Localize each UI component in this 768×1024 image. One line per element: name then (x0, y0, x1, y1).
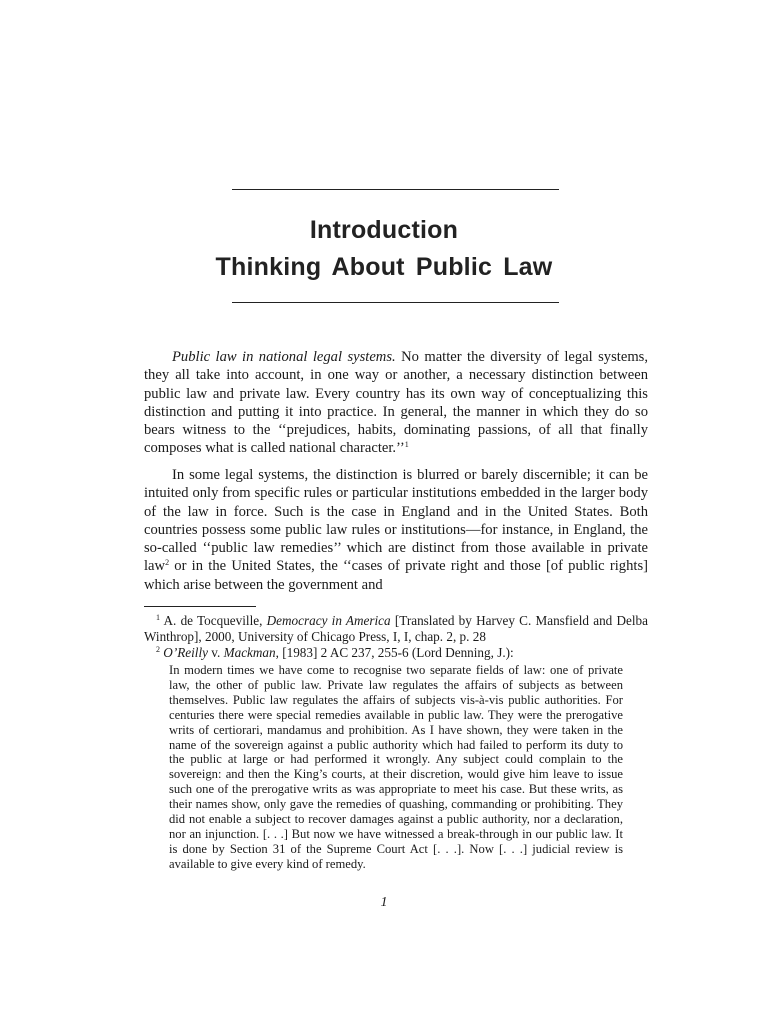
body-paragraph-2 (144, 466, 648, 594)
footnote-ref-1: 1 (404, 440, 409, 450)
footnote-text: , [1983] 2 AC 237, 255-6 (Lord Denning, J.): (275, 645, 514, 660)
footnote-ref-2: 2 (165, 558, 170, 568)
bottom-rule (232, 302, 559, 303)
case-party-1: O’Reilly (163, 645, 208, 660)
footnote-text-cont: [Translated by Harvey C. Mansfield and Delba Winthrop], 2000, University of Chicago Press, I, I, chap. 2, p. 28 (144, 613, 648, 644)
footnote-number: 2 (156, 645, 160, 654)
paragraph-lead: Public law in national legal systems. (172, 349, 396, 365)
body-paragraph-1 (144, 348, 648, 458)
page-number: 1 (380, 895, 388, 910)
footnote-separator (144, 606, 256, 607)
block-quote: In modern times we have come to recognise two separate fields of law: one of private law, the other of public law. Private law regulates the affairs of subjects as between themselves. Public law regulates the affairs of subjects vis-à-vis public authorities. For centuries there were special remedies available in public law. They were the prerogative writs of certiorari, mandamus and prohibition. As I have shown, they were taken in the name of the sovereign against a public authority which had failed to perform its duty to the public at large or had performed it wrongly. Any subject could complain to the sovereign: and then the King’s courts, at their discretion, would give him leave to issue such one of the prerogative writs as was appropriate to meet his case. But these writs, as their names show, only gave the remedies of quashing, commanding or prohibiting. They did not enable a subject to recover damages against a public authority, nor a declaration, nor an injunction. [. . .] But now we have witnessed a break-through in our public law. It is done by Section 31 of the Supreme Court Act [. . .]. Now [. . .] judicial review is available to give every kind of remedy. (169, 663, 623, 871)
footnote-2 (144, 645, 648, 661)
chapter-title: Introduction (309, 216, 459, 244)
case-party-2: Mackman (223, 645, 276, 660)
top-rule (232, 189, 559, 190)
chapter-subtitle: Thinking About Public Law (215, 253, 553, 281)
footnote-text: A. de Tocqueville, (160, 613, 267, 628)
paragraph-text: In some legal systems, the distinction is blurred or barely discernible; it can be intuited only from specific rules or particular institutions embedded in the larger body of the law in force. Such is the case in England and in the United States. Both countries possess some public law rules or institutions—for instance, in England, the so-called ‘‘public law remedies’’ which are distinct from those available in private law (144, 467, 648, 575)
paragraph-text-cont: or in the United States, the ‘‘cases of private right and those [of public rights] which arise between the government and (144, 558, 648, 593)
case-versus: v. (207, 645, 224, 660)
book-title: Democracy in America (266, 613, 391, 628)
footnote-1 (144, 613, 648, 645)
paragraph-text: No matter the diversity of legal systems, they all take into account, in one way or another, a necessary distinction between public law and private law. Every country has its own way of conceptualizing this distinction and putting it into practice. In general, the manner in which they do so bears witness to the ‘‘prejudices, habits, dominating passions, of all that finally composes what is called national character.’’ (144, 349, 648, 457)
footnote-number: 1 (156, 613, 160, 622)
